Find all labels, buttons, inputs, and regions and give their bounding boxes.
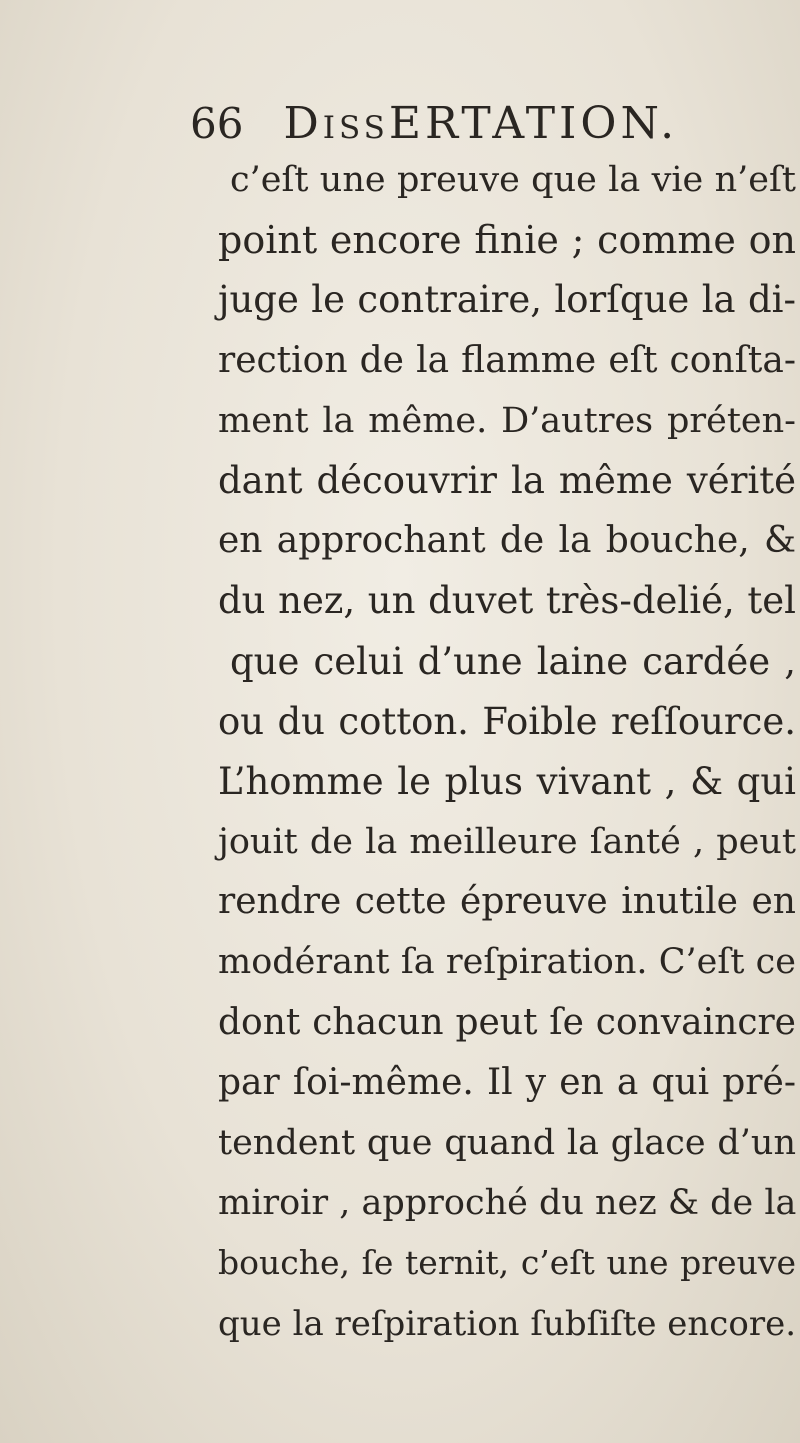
text-line: par ſoi-même. Il y en a qui pré- (218, 1061, 796, 1103)
text-line: point encore finie ; comme on (218, 218, 796, 263)
text-line: dont chacun peut ſe convaincre (218, 1001, 796, 1043)
text-line: c’eſt une preuve que la vie n’eſt (230, 160, 796, 200)
text-line: dant découvrir la même vérité (218, 458, 796, 502)
text-line: que la reſpiration ſubſiſte encore. (218, 1303, 796, 1344)
text-line: L’homme le plus vivant , & qui (218, 759, 796, 803)
page-number: 66 (190, 99, 244, 148)
text-line: rendre cette épreuve inutile en (218, 881, 796, 923)
text-line: tendent que quand la glace d’un (218, 1123, 796, 1163)
text-line: rection de la flamme eſt conſta- (218, 339, 796, 381)
text-line: que celui d’une laine cardée , (230, 639, 796, 683)
text-line: bouche, ſe ternit, c’eſt une preuve (218, 1243, 796, 1283)
text-line: miroir , approché du nez & de la (218, 1183, 797, 1224)
text-line: jouit de la meilleure ſanté , peut (218, 822, 796, 863)
text-line: ment la même. D’autres préten- (218, 400, 796, 441)
text-line: ou du cotton. Foible reſſource. (218, 699, 796, 743)
text-line: modérant ſa reſpiration. C’eſt ce (218, 942, 796, 983)
text-line: du nez, un duvet très-delié, tel (218, 579, 796, 623)
body-text (218, 150, 796, 1354)
text-line: juge le contraire, lorſque la di- (218, 278, 796, 322)
running-title: DissERTATION. (283, 98, 679, 149)
text-line: en approchant de la bouche, & (218, 520, 796, 562)
page-header (190, 98, 678, 154)
